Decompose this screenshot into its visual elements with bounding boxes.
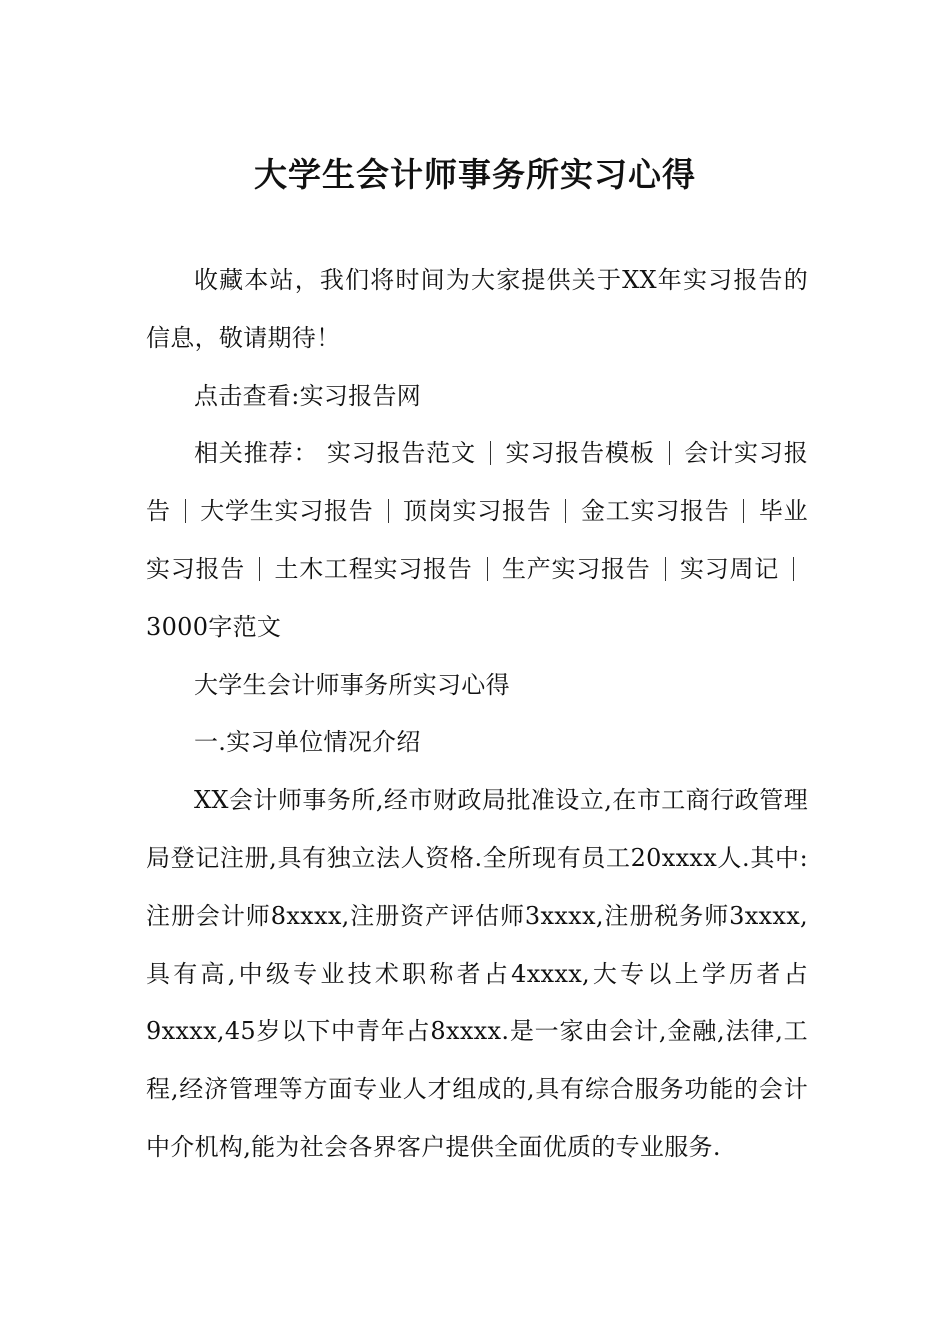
related-link-3000-word-sample[interactable]: 3000字范文	[146, 612, 282, 641]
related-link-internship-weekly-journal[interactable]: 实习周记	[679, 554, 779, 583]
section-body-paragraph: XX会计师事务所,经市财政局批准设立,在市工商行政管理局登记注册,具有独立法人资格.全所现有员工20xxxx人.其中:注册会计师8xxxx,注册资产评估师3xxxx,注册税务师3xxxx,具有高,中级专业技术职称者占4xxxx,大专以上学历者占 9xxxx,45岁以下中青年占8xxxx.是一家由会计,金融,法律,工程,经济管理等方面专业人才组成的,具有综合服务功能的会计中介机构,能为社会各界客户提供全面优质的专业服务.	[146, 786, 808, 1161]
separator	[665, 557, 666, 581]
separator	[487, 557, 488, 581]
related-link-production-internship-report[interactable]: 生产实习报告	[501, 554, 651, 583]
separator	[490, 441, 491, 465]
separator	[565, 499, 566, 523]
related-link-civil-engineering-internship-report[interactable]: 土木工程实习报告	[274, 554, 473, 583]
separator	[185, 499, 186, 523]
related-recommendations	[146, 425, 808, 656]
click-view-paragraph[interactable]: 点击查看:实习报告网	[194, 381, 422, 410]
related-link-graduation-internship-report[interactable]: 毕业实习报告	[146, 497, 808, 583]
related-link-internship-report-samples[interactable]: 实习报告范文	[326, 439, 476, 468]
document-body	[146, 252, 808, 1177]
related-link-metalwork-internship-report[interactable]: 金工实习报告	[580, 497, 730, 526]
related-link-accounting-internship-report[interactable]: 会计实习报告	[146, 439, 809, 526]
intro-paragraph: 收藏本站，我们将时间为大家提供关于XX年实习报告的信息，敬请期待！	[146, 266, 808, 352]
document-title: 大学生会计师事务所实习心得	[254, 155, 696, 195]
separator	[793, 557, 794, 581]
subtitle-paragraph: 大学生会计师事务所实习心得	[194, 670, 510, 699]
related-link-college-internship-report[interactable]: 大学生实习报告	[199, 497, 374, 526]
separator	[259, 557, 260, 581]
related-label: 相关推荐：	[194, 439, 319, 468]
separator	[388, 499, 389, 523]
separator	[743, 499, 744, 523]
related-link-post-internship-report[interactable]: 顶岗实习报告	[402, 497, 552, 526]
separator	[669, 441, 670, 465]
section-heading: 一.实习单位情况介绍	[194, 728, 421, 757]
related-link-internship-report-template[interactable]: 实习报告模板	[504, 439, 655, 468]
